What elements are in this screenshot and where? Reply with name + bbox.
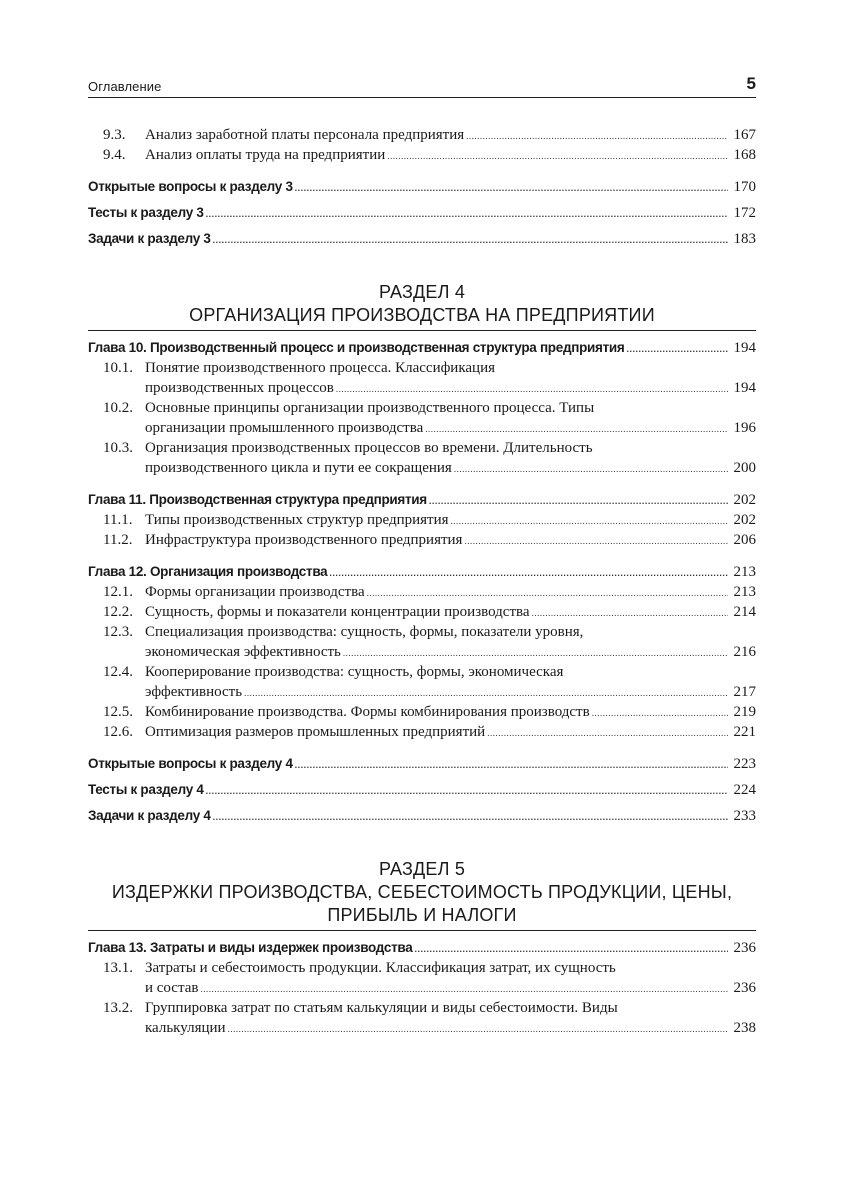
toc-entry-12-1[interactable]: 12.1. Формы организации производства ..... 213 — [88, 582, 756, 602]
toc-entry-13-2[interactable]: 13.2. Группировка затрат по статьям калькуляции и виды себестоимости. Виды калькуляции ..... 238 — [88, 998, 756, 1038]
dot-leader — [336, 378, 728, 398]
toc-entry-chapter-10[interactable]: Глава 10. Производственный процесс и производственная структура предприятия ..... 194 — [88, 338, 756, 358]
dot-leader — [206, 780, 728, 800]
toc-entry-open-questions-4[interactable]: Открытые вопросы к разделу 4 ..... 223 — [88, 754, 756, 774]
dot-leader — [295, 177, 728, 197]
section-5-title-line-2: ПРИБЫЛЬ И НАЛОГИ — [327, 905, 517, 925]
dot-leader — [295, 754, 728, 774]
toc-entry-12-5[interactable]: 12.5. Комбинирование производства. Формы комбинирования производств ..... 219 — [88, 702, 756, 722]
section-5-title-line-1: ИЗДЕРЖКИ ПРОИЗВОДСТВА, СЕБЕСТОИМОСТЬ ПРОДУКЦИИ, ЦЕНЫ, — [111, 882, 733, 902]
toc-entry-11-2[interactable]: 11.2. Инфраструктура производственного предприятия ..... 206 — [88, 530, 756, 550]
running-header — [88, 76, 756, 98]
section-5-label: РАЗДЕЛ 5 — [378, 859, 466, 879]
toc-entry-9-3[interactable]: 9.3. Анализ заработной платы персонала предприятия ..... 167 — [88, 125, 756, 145]
toc-entry-9-4[interactable]: 9.4. Анализ оплаты труда на предприятии ..... 168 — [88, 145, 756, 165]
toc-entry-tests-4[interactable]: Тесты к разделу 4 ..... 224 — [88, 780, 756, 800]
section-4-title: ОРГАНИЗАЦИЯ ПРОИЗВОДСТВА НА ПРЕДПРИЯТИИ — [189, 305, 655, 325]
toc-entry-10-3[interactable]: 10.3. Организация производственных процессов во времени. Длительность производственного цикла и пути ее сокращения ..... 200 — [88, 438, 756, 478]
dot-leader — [451, 510, 728, 530]
dot-leader — [592, 702, 728, 722]
toc-entry-tests-3[interactable]: Тесты к разделу 3 ..... 172 — [88, 203, 756, 223]
section-4-heading — [88, 281, 756, 331]
dot-leader — [213, 229, 728, 249]
dot-leader — [213, 806, 728, 826]
toc-entry-chapter-13[interactable]: Глава 13. Затраты и виды издержек производства ..... 236 — [88, 938, 756, 958]
dot-leader — [487, 722, 728, 742]
dot-leader — [244, 682, 728, 702]
toc-entry-chapter-12[interactable]: Глава 12. Организация производства ..... 213 — [88, 562, 756, 582]
dot-leader — [429, 490, 728, 510]
dot-leader — [464, 530, 728, 550]
dot-leader — [532, 602, 728, 622]
dot-leader — [329, 562, 728, 582]
dot-leader — [387, 145, 728, 165]
dot-leader — [414, 938, 728, 958]
toc-entry-13-1[interactable]: 13.1. Затраты и себестоимость продукции. Классификация затрат, их сущность и состав ..... 236 — [88, 958, 756, 998]
dot-leader — [627, 338, 729, 358]
toc-entry-12-2[interactable]: 12.2. Сущность, формы и показатели концентрации производства ..... 214 — [88, 602, 756, 622]
dot-leader — [228, 1018, 728, 1038]
toc-entry-tasks-3[interactable]: Задачи к разделу 3 ..... 183 — [88, 229, 756, 249]
dot-leader — [200, 978, 728, 998]
dot-leader — [466, 125, 728, 145]
toc-entry-chapter-11[interactable]: Глава 11. Производственная структура предприятия ..... 202 — [88, 490, 756, 510]
toc-entry-10-2[interactable]: 10.2. Основные принципы организации производственного процесса. Типы организации промышленного производства ..... 196 — [88, 398, 756, 438]
page-number: 5 — [746, 74, 756, 93]
toc-page — [88, 76, 756, 1038]
toc-entry-tasks-4[interactable]: Задачи к разделу 4 ..... 233 — [88, 806, 756, 826]
toc-entry-10-1[interactable]: 10.1. Понятие производственного процесса. Классификация производственных процессов ..... 194 — [88, 358, 756, 398]
dot-leader — [425, 418, 728, 438]
toc-entry-open-questions-3[interactable]: Открытые вопросы к разделу 3 ..... 170 — [88, 177, 756, 197]
toc-entry-12-6[interactable]: 12.6. Оптимизация размеров промышленных предприятий ..... 221 — [88, 722, 756, 742]
section-4-label: РАЗДЕЛ 4 — [378, 282, 466, 302]
dot-leader — [367, 582, 728, 602]
dot-leader — [206, 203, 728, 223]
table-of-contents — [88, 125, 756, 1038]
dot-leader — [343, 642, 728, 662]
toc-entry-11-1[interactable]: 11.1. Типы производственных структур предприятия ..... 202 — [88, 510, 756, 530]
section-5-heading — [88, 858, 756, 931]
dot-leader — [454, 458, 728, 478]
running-title: Оглавление — [88, 79, 162, 94]
toc-entry-12-3[interactable]: 12.3. Специализация производства: сущность, формы, показатели уровня, экономическая эффективность ..... 216 — [88, 622, 756, 662]
toc-entry-12-4[interactable]: 12.4. Кооперирование производства: сущность, формы, экономическая эффективность ..... 217 — [88, 662, 756, 702]
